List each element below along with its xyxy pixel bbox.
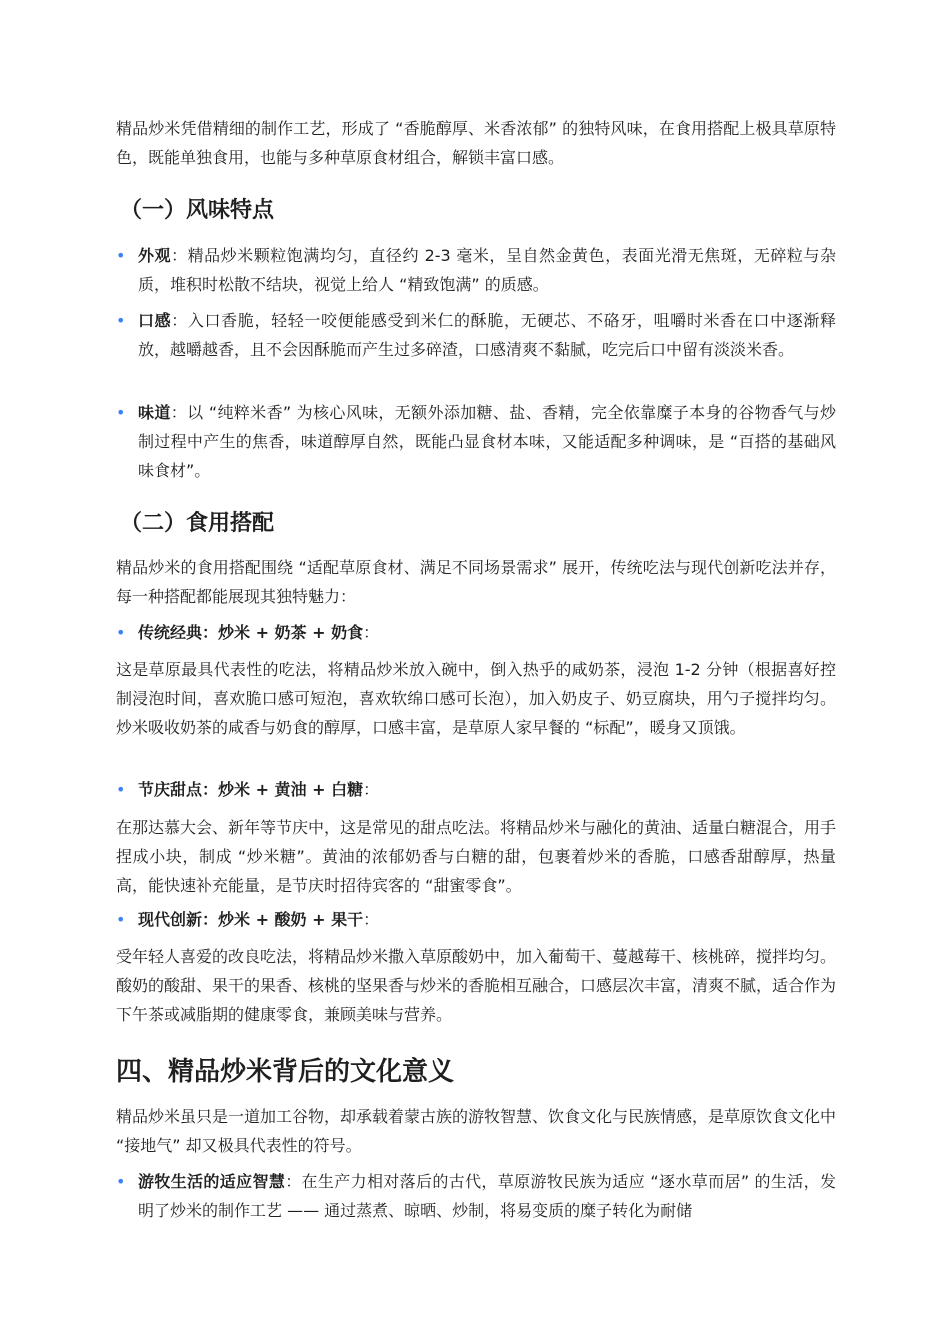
bullet-dot-icon: • bbox=[116, 623, 126, 642]
list-item-modern bbox=[116, 905, 836, 934]
bullet-dot-icon: • bbox=[116, 1172, 126, 1191]
item-suffix: ： bbox=[363, 623, 380, 642]
item-label: 味道 bbox=[138, 403, 171, 422]
item-label: 口感 bbox=[138, 311, 172, 330]
item-label: 外观 bbox=[138, 246, 172, 265]
bullet-dot-icon: • bbox=[116, 780, 126, 799]
intro-paragraph: 精品炒米凭借精细的制作工艺，形成了 “香脆醇厚、米香浓郁” 的独特风味，在食用搭配上极具草原特色，既能单独食用，也能与多种草原食材组合，解锁丰富口感。 bbox=[116, 119, 836, 167]
pairing-intro: 精品炒米的食用搭配围绕 “适配草原食材、满足不同场景需求” 展开，传统吃法与现代创新吃法并存，每一种搭配都能展现其独特魅力： bbox=[116, 558, 836, 606]
list-item-taste bbox=[116, 398, 836, 485]
item-label: 传统经典：炒米 + 奶茶 + 奶食 bbox=[138, 623, 364, 642]
list-item-nomadic-wisdom bbox=[116, 1167, 836, 1225]
bullet-dot-icon: • bbox=[116, 910, 126, 929]
festival-description: 在那达慕大会、新年等节庆中，这是常见的甜点吃法。将精品炒米与融化的黄油、适量白糖混合，用手捏成小块，制成 “炒米糖”。黄油的浓郁奶香与白糖的甜，包裹着炒米的香脆，口感香甜醇厚，热量高，能快速补充能量，是节庆时招待宾客的 “甜蜜零食”。 bbox=[116, 818, 837, 895]
item-label: 游牧生活的适应智慧 bbox=[138, 1172, 286, 1191]
item-text: ：精品炒米颗粒饱满均匀，直径约 2-3 毫米，呈自然金黄色，表面光滑无焦斑，无碎粒与杂质，堆积时松散不结块，视觉上给人 “精致饱满” 的质感。 bbox=[138, 246, 836, 294]
list-item-texture bbox=[116, 306, 836, 364]
list-item-festival bbox=[116, 775, 836, 804]
item-label: 节庆甜点：炒米 + 黄油 + 白糖 bbox=[138, 780, 364, 799]
bullet-dot-icon: • bbox=[116, 403, 126, 422]
modern-description: 受年轻人喜爱的改良吃法，将精品炒米撒入草原酸奶中，加入葡萄干、蔓越莓干、核桃碎，搅拌均匀。酸奶的酸甜、果干的果香、核桃的坚果香与炒米的香脆相互融合，口感层次丰富，清爽不腻，适合作为下午茶或减脂期的健康零食，兼顾美味与营养。 bbox=[116, 947, 837, 1024]
chapter-heading-culture: 四、精品炒米背后的文化意义 bbox=[116, 1057, 455, 1087]
section-heading-pairing: （二）食用搭配 bbox=[120, 511, 275, 536]
bullet-dot-icon: • bbox=[116, 246, 126, 265]
section-heading-flavor: （一）风味特点 bbox=[120, 198, 275, 223]
culture-intro: 精品炒米虽只是一道加工谷物，却承载着蒙古族的游牧智慧、饮食文化与民族情感，是草原饮食文化中 “接地气” 却又极具代表性的符号。 bbox=[116, 1107, 837, 1155]
item-text: ：以 “纯粹米香” 为核心风味，无额外添加糖、盐、香精，完全依靠糜子本身的谷物香气与炒制过程中产生的焦香，味道醇厚自然，既能凸显食材本味，又能适配多种调味，是 “百搭的基础风味食材”。 bbox=[138, 403, 836, 480]
list-item-traditional bbox=[116, 618, 836, 647]
item-suffix: ： bbox=[363, 780, 380, 799]
item-text: ：入口香脆，轻轻一咬便能感受到米仁的酥脆，无硬芯、不硌牙，咀嚼时米香在口中逐渐释放，越嚼越香，且不会因酥脆而产生过多碎渣，口感清爽不黏腻，吃完后口中留有淡淡米香。 bbox=[138, 311, 836, 359]
list-item-appearance bbox=[116, 241, 836, 299]
item-text: ：在生产力相对落后的古代，草原游牧民族为适应 “逐水草而居” 的生活，发明了炒米的制作工艺 —— 通过蒸煮、晾晒、炒制，将易变质的糜子转化为耐储 bbox=[138, 1172, 836, 1220]
traditional-description: 这是草原最具代表性的吃法，将精品炒米放入碗中，倒入热乎的咸奶茶，浸泡 1-2 分钟（根据喜好控制浸泡时间，喜欢脆口感可短泡，喜欢软绵口感可长泡），加入奶皮子、奶豆腐块，用勺子搅拌均匀。炒米吸收奶茶的咸香与奶食的醇厚，口感丰富，是草原人家早餐的 “标配”，暖身又顶饿。 bbox=[116, 660, 836, 737]
item-label: 现代创新：炒米 + 酸奶 + 果干 bbox=[138, 910, 364, 929]
item-suffix: ： bbox=[363, 910, 380, 929]
bullet-dot-icon: • bbox=[116, 311, 126, 330]
